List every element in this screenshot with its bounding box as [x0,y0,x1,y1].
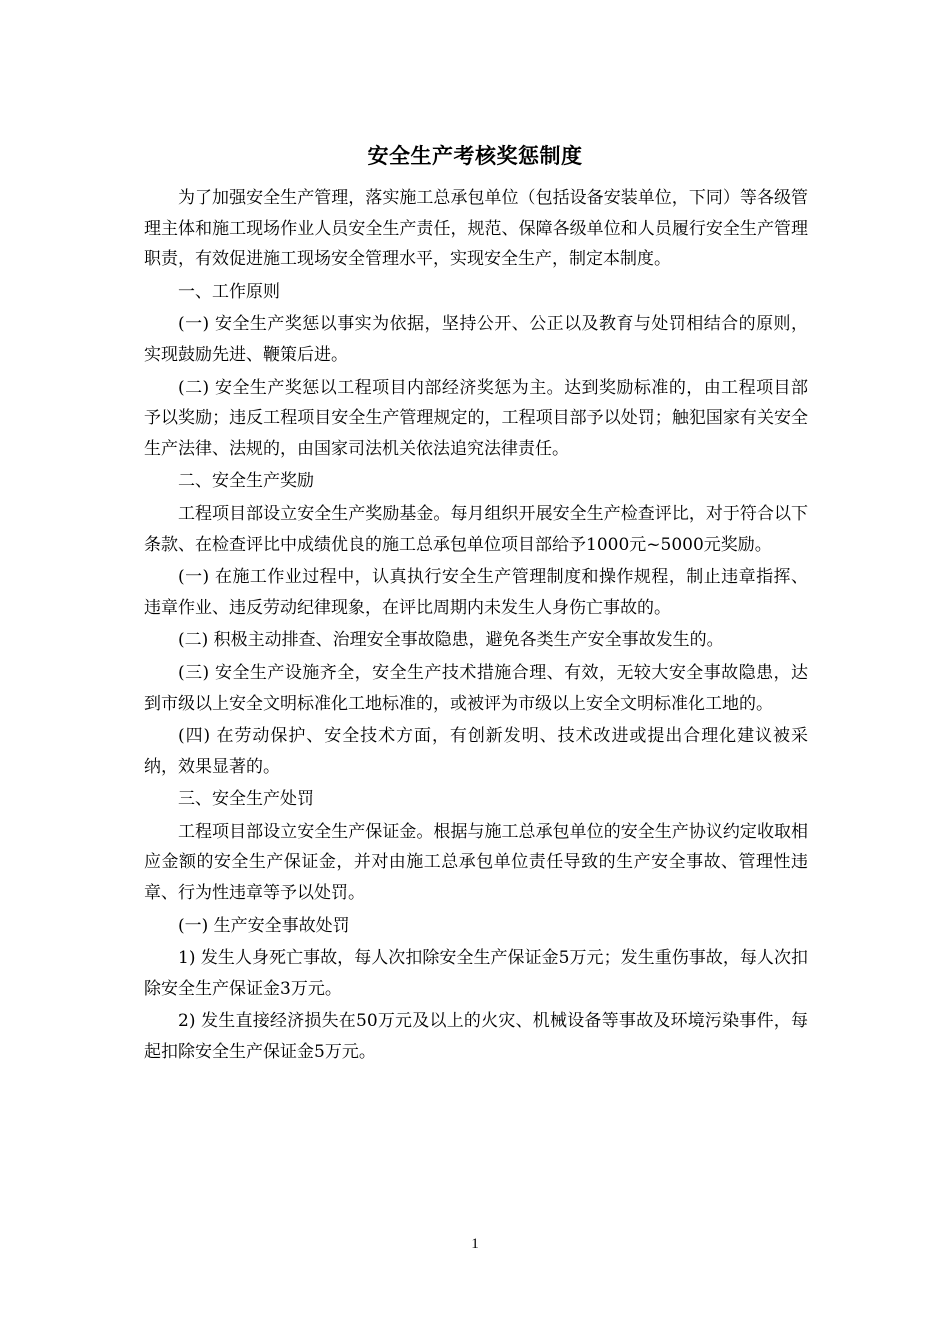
document-body [144,183,808,1070]
reward-item-1: (一) 在施工作业过程中，认真执行安全生产管理制度和操作规程，制止违章指挥、违章作业、违反劳动纪律现象，在评比周期内未发生人身伤亡事故的。 [144,567,808,618]
principle-item-2: (二) 安全生产奖惩以工程项目内部经济奖惩为主。达到奖励标准的，由工程项目部予以奖励；违反工程项目安全生产管理规定的，工程项目部予以处罚；触犯国家有关安全生产法律、法规的，由国家司法机关依法追究法律责任。 [144,377,808,459]
page-number: 1 [471,1236,479,1252]
penalty-item-2: 2) 发生直接经济损失在50万元及以上的火灾、机械设备等事故及环境污染事件，每起扣除安全生产保证金5万元。 [144,1011,808,1063]
section-heading-rewards: 二、安全生产奖励 [178,471,314,492]
reward-item-4: (四) 在劳动保护、安全技术方面，有创新发明、技术改进或提出合理化建议被采纳，效果显著的。 [144,726,808,777]
principle-item-1: (一) 安全生产奖惩以事实为依据，坚持公开、公正以及教育与处罚相结合的原则，实现鼓励先进、鞭策后进。 [144,314,808,365]
penalty-item-1: 1) 发生人身死亡事故，每人次扣除安全生产保证金5万元；发生重伤事故，每人次扣除安全生产保证金3万元。 [144,948,808,999]
reward-item-2: (二) 积极主动排查、治理安全事故隐患，避免各类生产安全事故发生的。 [178,630,724,651]
penalties-intro-paragraph: 工程项目部设立安全生产保证金。根据与施工总承包单位的安全生产协议约定收取相应金额的安全生产保证金，并对由施工总承包单位责任导致的生产安全事故、管理性违章、行为性违章等予以处罚。 [144,821,808,904]
document-title: 安全生产考核奖惩制度 [367,144,583,168]
section-heading-penalties: 三、安全生产处罚 [178,789,314,810]
penalty-subheading-accidents: (一) 生产安全事故处罚 [178,915,350,936]
intro-paragraph: 为了加强安全生产管理，落实施工总承包单位（包括设备安装单位，下同）等各级管理主体和施工现场作业人员安全生产责任，规范、保障各级单位和人员履行安全生产管理职责，有效促进施工现场安全管理水平，实现安全生产，制定本制度。 [144,188,808,270]
section-heading-work-principles: 一、工作原则 [178,281,280,302]
rewards-intro-paragraph: 工程项目部设立安全生产奖励基金。每月组织开展安全生产检查评比，对于符合以下条款、在检查评比中成绩优良的施工总承包单位项目部给予1000元~5000元奖励。 [144,503,808,555]
reward-item-3: (三) 安全生产设施齐全，安全生产技术措施合理、有效，无较大安全事故隐患，达到市级以上安全文明标准化工地标准的，或被评为市级以上安全文明标准化工地的。 [144,662,808,714]
